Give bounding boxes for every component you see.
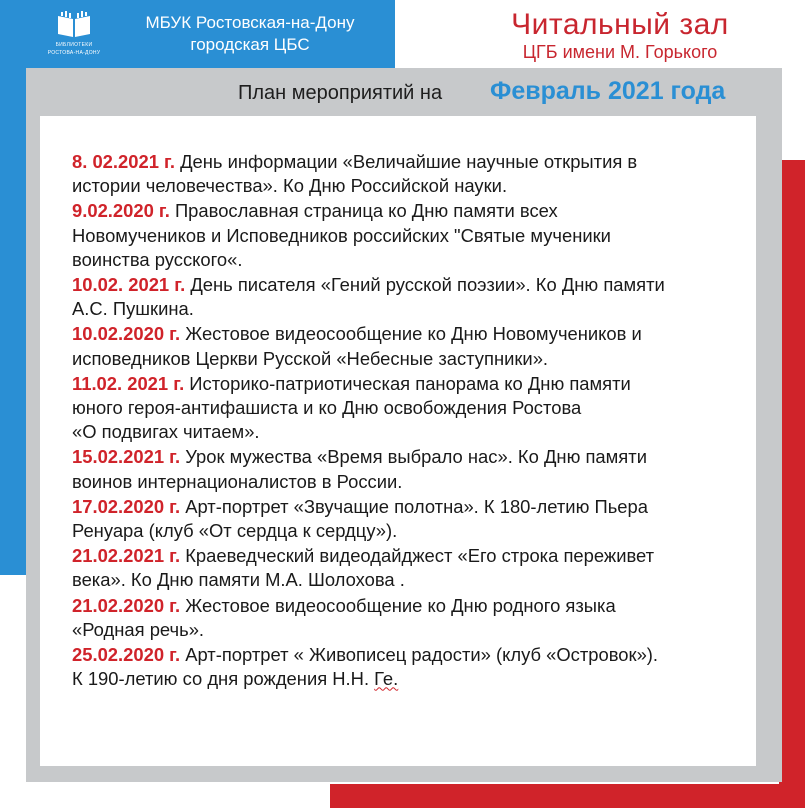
logo-caption-line2: РОСТОВА-НА-ДОНУ	[47, 50, 101, 56]
event-description: Жестовое видеосообщение ко Дню родного языка «Родная речь».	[72, 594, 616, 640]
org-name-line2: городская ЦБС	[190, 35, 310, 54]
event-description: Урок мужества «Время выбрало нас». Ко Дню памяти воинов интернационалистов в России.	[72, 446, 647, 492]
library-logo	[44, 10, 104, 62]
event-date: 8. 02.2021 г.	[72, 151, 175, 172]
reading-hall-subtitle: ЦГБ имени М. Горького	[522, 42, 718, 62]
organization-name	[120, 12, 380, 56]
event-date: 21.02.2020 г.	[72, 594, 181, 616]
event-date: 25.02.2020 г.	[72, 644, 181, 666]
org-name-line1: МБУК Ростовская-на-Дону	[145, 13, 355, 32]
event-item	[72, 322, 742, 370]
event-item	[72, 495, 742, 543]
events-list	[72, 150, 742, 692]
event-description: Арт-портрет «Звучащие полотна». К 180-летию Пьера Ренуара (клуб «От сердца к сердцу»).	[72, 495, 648, 542]
event-date: 10.02.2020 г.	[72, 323, 181, 345]
event-description: День писателя «Гений русской поэзии». Ко Дню памяти А.С. Пушкина.	[72, 274, 665, 320]
event-item	[72, 372, 742, 445]
event-description: Краеведческий видеодайджест «Его строка переживет века». Ко Дню памяти М.А. Шолохова .	[72, 545, 655, 591]
event-item	[72, 594, 742, 642]
bottom-red-stripe	[330, 784, 805, 808]
logo-caption-line1: БИБЛИОТЕКИ	[55, 42, 93, 48]
left-blue-stripe	[0, 60, 26, 575]
right-red-stripe	[779, 160, 805, 808]
event-date: 9.02.2020 г.	[72, 200, 170, 222]
event-description: Арт-портрет « Живописец радости» (клуб «Островок»). К 190-летию со дня рождения Н.Н.	[72, 644, 659, 690]
spellcheck-underlined-word: Ге.	[374, 668, 399, 690]
event-item	[72, 199, 742, 272]
event-description: Историко-патриотическая панорама ко Дню памяти юного героя-антифашиста и ко Дню освобождения Ростова «О подвигах читаем».	[72, 372, 631, 443]
reading-hall-title: Читальный зал	[511, 8, 729, 41]
event-description: Жестовое видеосообщение ко Дню Новомучеников и исповедников Церкви Русской «Небесные заступники».	[72, 323, 642, 369]
event-item	[72, 643, 742, 691]
event-item	[72, 544, 742, 592]
book-library-icon	[54, 10, 94, 40]
event-item	[72, 150, 742, 198]
event-date: 11.02. 2021 г.	[72, 372, 185, 394]
event-date: 21.02.2021 г.	[72, 545, 181, 567]
event-date: 17.02.2020 г.	[72, 495, 181, 517]
plan-month: Февраль 2021 года	[490, 77, 726, 105]
event-description: День информации «Величайшие научные открытия в истории человечества». Ко Дню Российской науки.	[72, 151, 638, 197]
plan-label: План мероприятий на	[238, 82, 443, 104]
event-description: Православная страница ко Дню памяти всех Новомучеников и Исповедников российских "Святые мученики воинства русского«.	[72, 200, 611, 270]
event-item	[72, 445, 742, 493]
event-date: 10.02. 2021 г.	[72, 274, 186, 296]
event-item	[72, 273, 742, 321]
event-date: 15.02.2021 г.	[72, 446, 181, 468]
